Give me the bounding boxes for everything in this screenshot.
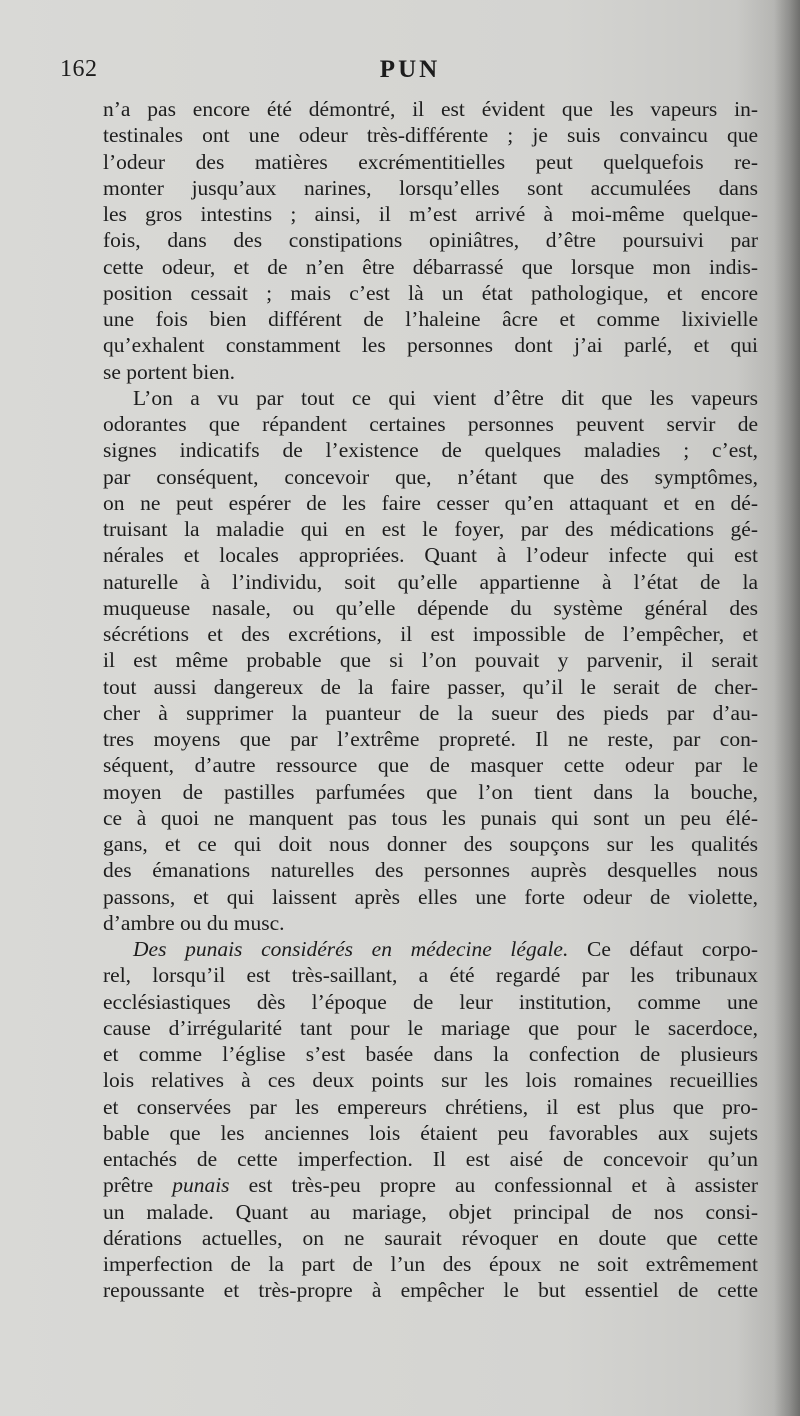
text-line: prêtre punais est très-peu propre au confessionnal et à assister <box>103 1173 758 1198</box>
text-line: testinales ont une odeur très-différente ; je suis convaincu que <box>103 123 758 148</box>
text-line: on ne peut espérer de les faire cesser qu’en attaquant et en dé- <box>103 490 758 515</box>
text-line: d’ambre ou du musc. <box>103 910 285 935</box>
page-header <box>60 56 760 92</box>
text-line: dérations actuelles, on ne saurait révoquer en doute que cette <box>103 1225 758 1250</box>
text-line: entachés de cette imperfection. Il est aisé de concevoir qu’un <box>103 1147 758 1171</box>
page-number: 162 <box>60 56 98 82</box>
text-line: imperfection de la part de l’un des époux ne soit extrêmement <box>103 1252 758 1276</box>
section-heading-italic: Des punais considérés en médecine légale. <box>133 937 569 961</box>
text-line: monter jusqu’aux narines, lorsqu’elles sont accumulées dans <box>103 175 758 200</box>
text-line: nérales et locales appropriées. Quant à l’odeur infecte qui est <box>103 543 758 568</box>
text-line: gans, et ce qui doit nous donner des soupçons sur les qualités <box>103 832 758 856</box>
text-line: l’odeur des matières excrémentitielles peut quelquefois re- <box>103 149 758 174</box>
text-line: un malade. Quant au mariage, objet principal de nos consi- <box>103 1199 758 1224</box>
text-line: moyen de pastilles parfumées que l’on tient dans la bouche, <box>103 779 758 804</box>
text-line: bable que les anciennes lois étaient peu favorables aux sujets <box>103 1120 758 1145</box>
text-line: fois, dans des constipations opiniâtres, d’être poursuivi par <box>103 228 758 253</box>
body-text <box>103 96 758 1304</box>
running-title: PUN <box>379 56 441 83</box>
text-line: et conservées par les empereurs chrétiens, il est plus que pro- <box>103 1094 758 1119</box>
text-line: passons, et qui laissent après elles une forte odeur de violette, <box>103 884 758 909</box>
text-line: une fois bien différent de l’haleine âcre et comme lixivielle <box>103 307 758 331</box>
text-line: n’a pas encore été démontré, il est évident que les vapeurs in- <box>103 97 758 121</box>
text-line: et comme l’église s’est basée dans la confection de plusieurs <box>103 1042 758 1066</box>
text-line: il est même probable que si l’on pouvait y parvenir, il serait <box>103 648 758 673</box>
text-line: odorantes que répandent certaines personnes peuvent servir de <box>103 412 758 436</box>
text-line: position cessait ; mais c’est là un état pathologique, et encore <box>103 280 758 305</box>
text-line: signes indicatifs de l’existence de quelques maladies ; c’est, <box>103 438 758 463</box>
text-line: qu’exhalent constamment les personnes dont j’ai parlé, et qui <box>103 333 758 358</box>
text-line: cause d’irrégularité tant pour le mariage que pour le sacerdoce, <box>103 1015 758 1040</box>
text-line: ecclésiastiques dès l’époque de leur institution, comme une <box>103 989 758 1014</box>
text-line: des émanations naturelles des personnes auprès desquelles nous <box>103 858 758 883</box>
text-line: ce à quoi ne manquent pas tous les punais qui sont un peu élé- <box>103 805 758 830</box>
text-line: séquent, d’autre ressource que de masquer cette odeur par le <box>103 753 758 778</box>
text-line: rel, lorsqu’il est très-saillant, a été regardé par les tribunaux <box>103 963 758 988</box>
text-line: muqueuse nasale, ou qu’elle dépende du système général des <box>103 595 758 620</box>
italic-word: punais <box>172 1173 230 1198</box>
text-line: Des punais considérés en médecine légale. Ce défaut corpo- <box>133 937 758 961</box>
text-line: truisant la maladie qui en est le foyer, par des médications gé- <box>103 517 758 541</box>
text-line: se portent bien. <box>103 359 235 384</box>
page-edge-shadow <box>774 0 800 1416</box>
text-line: sécrétions et des excrétions, il est impossible de l’empêcher, et <box>103 622 758 646</box>
text-line: tout aussi dangereux de la faire passer, qu’il le serait de cher- <box>103 674 758 699</box>
text-line: L’on a vu par tout ce qui vient d’être dit que les vapeurs <box>133 385 758 410</box>
text-line: cher à supprimer la puanteur de la sueur des pieds par d’au- <box>103 700 758 725</box>
text-line: tres moyens que par l’extrême propreté. Il ne reste, par con- <box>103 727 758 751</box>
text-line: par conséquent, concevoir que, n’étant que des symptômes, <box>103 464 758 489</box>
text-line: les gros intestins ; ainsi, il m’est arrivé à moi-même quelque- <box>103 202 758 226</box>
text-line: naturelle à l’individu, soit qu’elle appartienne à l’état de la <box>103 569 758 594</box>
text-line: repoussante et très-propre à empêcher le but essentiel de cette <box>103 1278 758 1303</box>
text-line: lois relatives à ces deux points sur les lois romaines recueillies <box>103 1068 758 1093</box>
text-line: cette odeur, et de n’en être débarrassé que lorsque mon indis- <box>103 254 758 279</box>
